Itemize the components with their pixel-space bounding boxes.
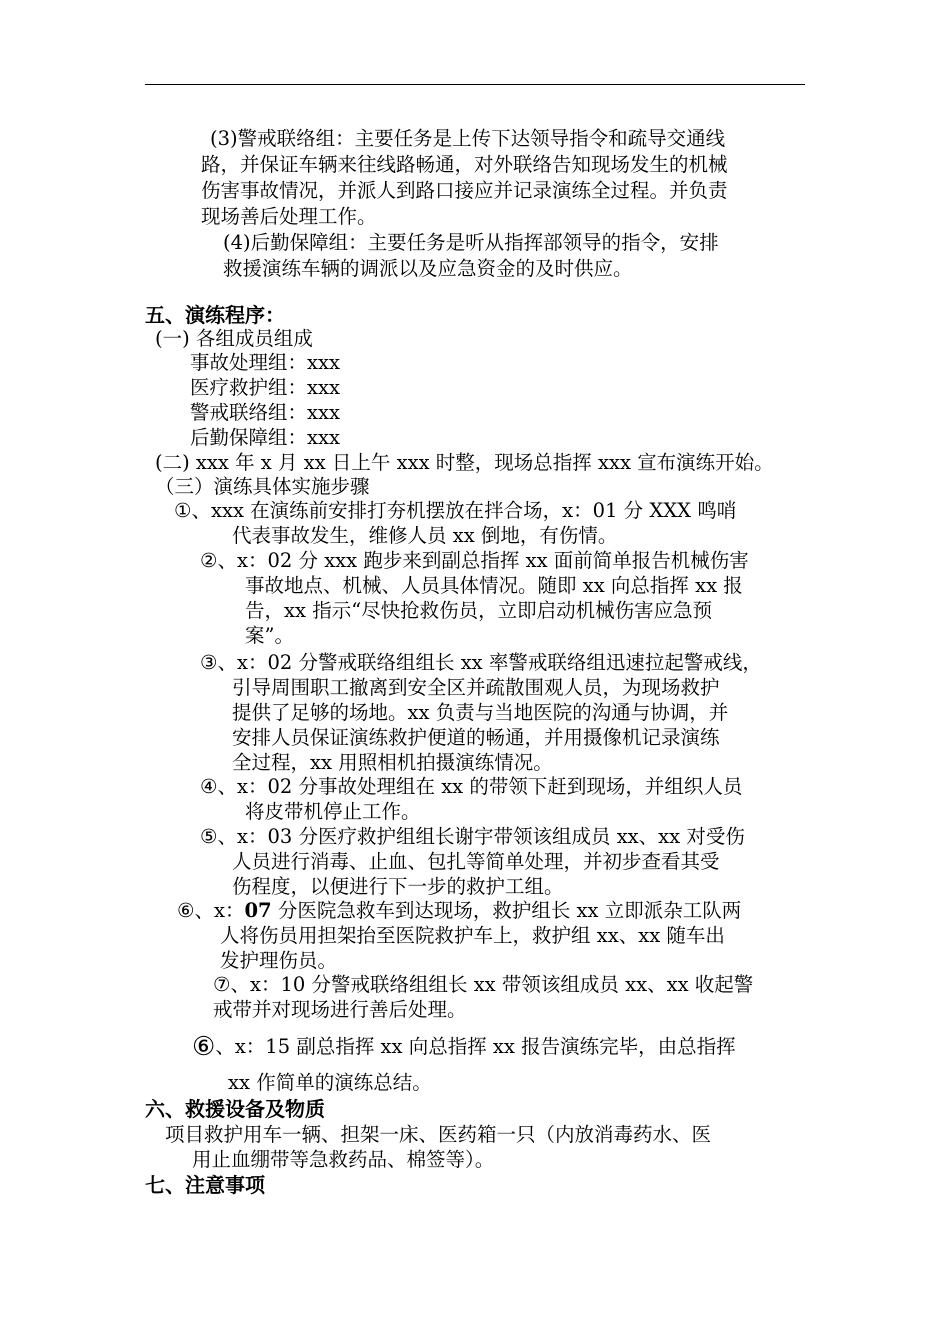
section-heading-5: 五、演练程序： bbox=[145, 303, 285, 327]
step-line: 告，xx 指示“尽快抢救伤员，立即启动机械伤害应急预 bbox=[245, 599, 713, 622]
step-line: 戒带并对现场进行善后处理。 bbox=[213, 998, 467, 1021]
member-line: 警戒联络组：xxx bbox=[190, 401, 340, 424]
paragraph-line: (3)警戒联络组：主要任务是上传下达领导指令和疏导交通线 bbox=[210, 127, 726, 150]
section-heading-6: 六、救援设备及物质 bbox=[145, 1097, 325, 1121]
step-line: 人将伤员用担架抬至医院救护车上，救护组 xx、xx 随车出 bbox=[220, 924, 725, 947]
step-line: 发护理伤员。 bbox=[220, 949, 338, 972]
step-line: ①、xxx 在演练前安排打夯机摆放在拌合场，x：01 分 XXX 鸣哨 bbox=[174, 499, 737, 522]
step-line: ②、x：02 分 xxx 跑步来到副总指挥 xx 面前简单报告机械伤害 bbox=[200, 549, 749, 572]
member-line: 医疗救护组：xxx bbox=[190, 376, 340, 399]
step-number: ⑥、x： bbox=[177, 899, 245, 922]
step-line: 提供了足够的场地。xx 负责与当地医院的沟通与协调，并 bbox=[232, 701, 729, 724]
step-line: ⑦、x：10 分警戒联络组组长 xx 带领该组成员 xx、xx 收起警 bbox=[213, 973, 754, 996]
step-number: ⑥ bbox=[192, 1032, 216, 1062]
step-line: ④、x：02 分事故处理组在 xx 的带领下赶到现场，并组织人员 bbox=[200, 775, 743, 798]
paragraph-line: 项目救护用车一辆、担架一床、医药箱一只（内放消毒药水、医 bbox=[165, 1123, 712, 1146]
step-text: 、x：15 副总指挥 xx 向总指挥 xx 报告演练完毕，由总指挥 bbox=[215, 1035, 736, 1058]
member-line: 事故处理组：xxx bbox=[190, 351, 340, 374]
step-line: 全过程，xx 用照相机拍摄演练情况。 bbox=[232, 751, 553, 774]
step-line: ⑤、x：03 分医疗救护组组长谢宇带领该组成员 xx、xx 对受伤 bbox=[200, 825, 745, 848]
step-line: 将皮带机停止工作。 bbox=[245, 800, 421, 823]
step-line: 案”。 bbox=[245, 624, 294, 647]
subsection-heading: （三）演练具体实施步骤 bbox=[155, 475, 370, 498]
paragraph-line: 用止血绷带等急救药品、棉签等）。 bbox=[192, 1148, 495, 1171]
paragraph-line: (4)后勤保障组：主要任务是听从指挥部领导的指令，安排 bbox=[223, 231, 719, 254]
member-line: 后勤保障组：xxx bbox=[190, 426, 340, 449]
step-line: ③、x：02 分警戒联络组组长 xx 率警戒联络组迅速拉起警戒线， bbox=[200, 651, 762, 674]
section-heading-7: 七、注意事项 bbox=[145, 1173, 265, 1197]
step-line: 人员进行消毒、止血、包扎等简单处理，并初步查看其受 bbox=[232, 850, 720, 873]
step-line: 代表事故发生，维修人员 xx 倒地，有伤情。 bbox=[232, 524, 618, 547]
step-time: 07 bbox=[244, 899, 272, 922]
paragraph-line: 伤害事故情况，并派人到路口接应并记录演练全过程。并负责 bbox=[201, 179, 728, 202]
step-line bbox=[192, 1034, 736, 1060]
subsection-heading: (二) xxx 年 x 月 xx 日上午 xxx 时整，现场总指挥 xxx 宣布演练开始。 bbox=[155, 451, 774, 474]
step-line bbox=[177, 898, 741, 924]
step-line: 安排人员保证演练救护便道的畅通，并用摄像机记录演练 bbox=[232, 726, 720, 749]
paragraph-line: 路，并保证车辆来往线路畅通，对外联络告知现场发生的机械 bbox=[201, 153, 728, 176]
paragraph-line: 救援演练车辆的调派以及应急资金的及时供应。 bbox=[223, 257, 633, 280]
step-line: 事故地点、机械、人员具体情况。随即 xx 向总指挥 xx 报 bbox=[245, 574, 743, 597]
step-text: 分医院急救车到达现场，救护组长 xx 立即派杂工队两 bbox=[271, 899, 742, 922]
step-line: xx 作简单的演练总结。 bbox=[228, 1071, 432, 1094]
paragraph-line: 现场善后处理工作。 bbox=[201, 205, 377, 228]
subsection-heading: (一) 各组成员组成 bbox=[155, 327, 313, 350]
header-rule bbox=[145, 84, 805, 85]
step-line: 伤程度，以便进行下一步的救护工组。 bbox=[232, 875, 564, 898]
step-line: 引导周围职工撤离到安全区并疏散围观人员，为现场救护 bbox=[232, 676, 720, 699]
